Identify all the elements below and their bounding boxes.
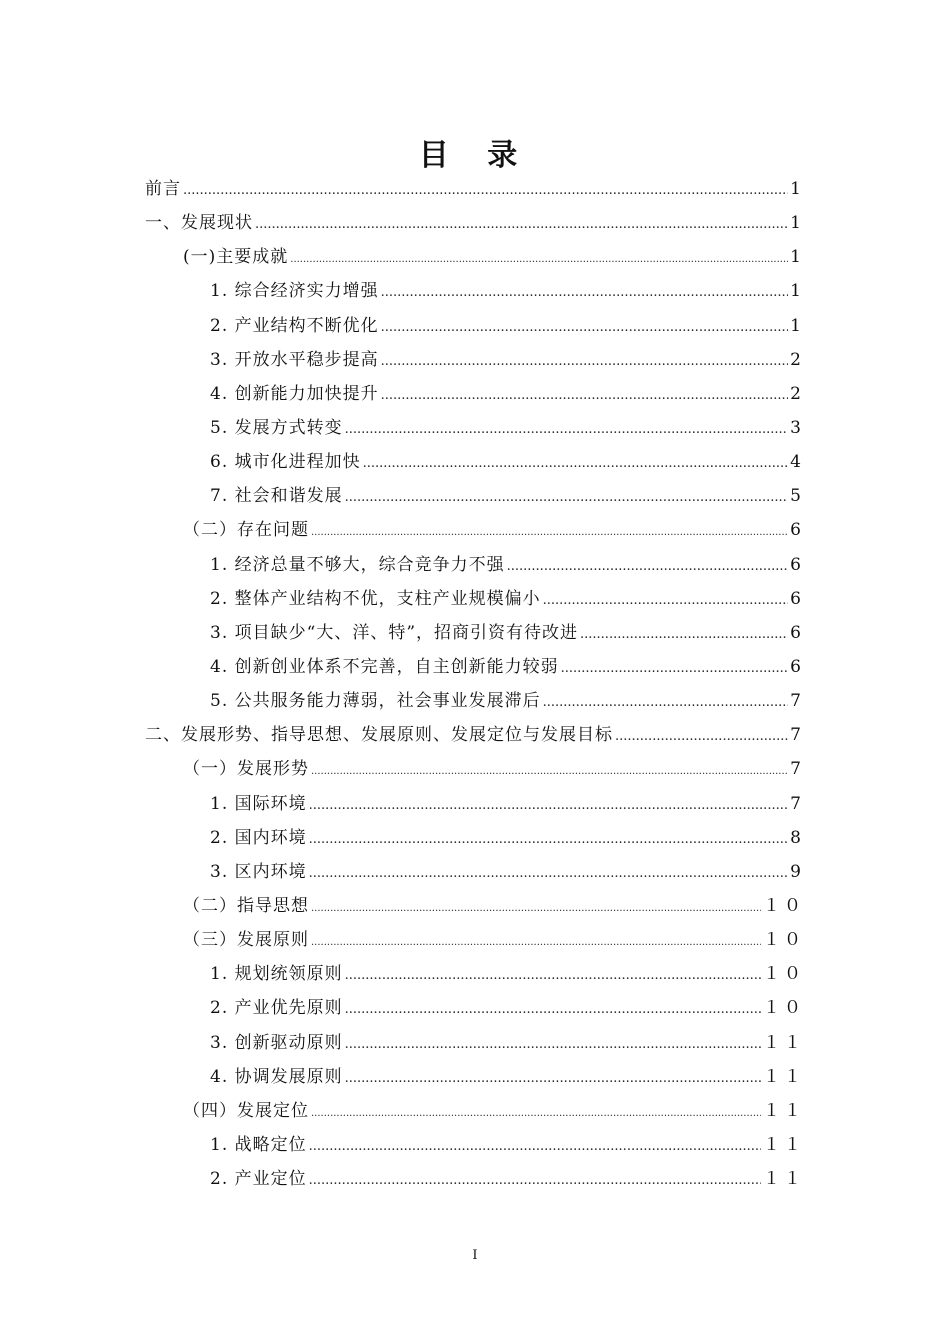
toc-entry-label: 1. 国际环境: [210, 793, 307, 814]
toc-entry-label: 2. 产业定位: [210, 1169, 307, 1190]
toc-entry-page: 6: [790, 622, 805, 643]
toc-entry[interactable]: [145, 1094, 805, 1128]
toc-entry-page: 2: [790, 349, 805, 370]
dot-leader: [345, 993, 761, 1027]
toc-entry-page: 7: [790, 691, 805, 712]
toc-entry-label: 4. 协调发展原则: [210, 1066, 343, 1087]
dot-leader: [311, 892, 761, 926]
toc-entry-page: 6: [790, 656, 805, 677]
toc-entry[interactable]: [145, 445, 805, 479]
dot-leader: [309, 823, 789, 857]
toc-entry-label: 1. 经济总量不够大，综合竞争力不强: [210, 554, 505, 575]
toc-entry-label: (一)主要成就: [183, 247, 289, 268]
toc-entry-page: 4: [790, 452, 805, 473]
toc-entry-page: 7: [790, 759, 805, 780]
toc-entry-label: 3. 开放水平稳步提高: [210, 349, 379, 370]
dot-leader: [345, 413, 789, 447]
toc-entry[interactable]: [145, 991, 805, 1025]
toc-entry[interactable]: [145, 889, 805, 923]
toc-entry-label: 2. 整体产业结构不优，支柱产业规模偏小: [210, 588, 541, 609]
toc-entry-page: １０: [763, 998, 805, 1019]
dot-leader: [311, 926, 761, 960]
toc-entry-label: （一）发展形势: [183, 759, 309, 780]
toc-entry[interactable]: [145, 1026, 805, 1060]
toc-entry-page: １１: [763, 1169, 805, 1190]
dot-leader: [561, 652, 789, 686]
dot-leader: [543, 686, 789, 720]
table-of-contents: [145, 172, 805, 1196]
toc-entry-label: （二）存在问题: [183, 520, 309, 541]
toc-entry-page: 6: [790, 554, 805, 575]
toc-entry-page: 7: [790, 793, 805, 814]
toc-title: 目 录: [418, 138, 532, 173]
toc-entry-label: 2. 产业优先原则: [210, 998, 343, 1019]
dot-leader: [311, 516, 788, 550]
dot-leader: [345, 1062, 761, 1096]
toc-entry-label: 1. 规划统领原则: [210, 964, 343, 985]
toc-entry[interactable]: [145, 309, 805, 343]
toc-entry[interactable]: [145, 548, 805, 582]
toc-entry-label: 7. 社会和谐发展: [210, 486, 343, 507]
toc-entry-page: 1: [790, 247, 805, 268]
toc-entry-label: （四）发展定位: [183, 1100, 309, 1121]
toc-entry-label: 4. 创新创业体系不完善，自主创新能力较弱: [210, 656, 559, 677]
dot-leader: [381, 311, 789, 345]
toc-entry-page: 9: [790, 861, 805, 882]
toc-entry-page: 8: [790, 827, 805, 848]
toc-entry-page: １１: [763, 1066, 805, 1087]
toc-entry-page: 2: [790, 383, 805, 404]
dot-leader: [183, 174, 788, 208]
dot-leader: [381, 379, 789, 413]
dot-leader: [363, 447, 789, 481]
dot-leader: [309, 789, 789, 823]
toc-entry-label: 3. 项目缺少“大、洋、特”，招商引资有待改进: [210, 622, 579, 643]
toc-entry-page: 6: [790, 588, 805, 609]
toc-entry[interactable]: [145, 650, 805, 684]
dot-leader: [311, 1097, 761, 1131]
toc-entry-label: 3. 创新驱动原则: [210, 1032, 343, 1053]
toc-entry[interactable]: [145, 377, 805, 411]
toc-entry[interactable]: [145, 274, 805, 308]
toc-entry[interactable]: [145, 343, 805, 377]
toc-entry-page: 6: [790, 520, 805, 541]
toc-entry-label: 一、发展现状: [145, 213, 253, 234]
toc-entry-page: １０: [763, 895, 805, 916]
toc-entry-page: 7: [790, 725, 805, 746]
toc-entry-label: 2. 国内环境: [210, 827, 307, 848]
dot-leader: [615, 720, 788, 754]
toc-entry[interactable]: [145, 1162, 805, 1196]
toc-entry[interactable]: [145, 718, 805, 752]
toc-entry-label: 3. 区内环境: [210, 861, 307, 882]
toc-entry-page: 1: [790, 179, 805, 199]
toc-entry[interactable]: [145, 1128, 805, 1162]
dot-leader: [255, 208, 788, 242]
dot-leader: [543, 584, 789, 618]
toc-entry-label: 5. 公共服务能力薄弱，社会事业发展滞后: [210, 691, 541, 712]
toc-entry[interactable]: [145, 1060, 805, 1094]
toc-entry[interactable]: [145, 616, 805, 650]
dot-leader: [309, 1164, 761, 1198]
toc-entry-page: 5: [790, 486, 805, 507]
dot-leader: [345, 1028, 761, 1062]
toc-entry[interactable]: [145, 582, 805, 616]
toc-entry[interactable]: [145, 787, 805, 821]
toc-entry-label: 二、发展形势、指导思想、发展原则、发展定位与发展目标: [145, 725, 613, 746]
toc-entry-label: （二）指导思想: [183, 895, 309, 916]
page-number: I: [472, 1248, 478, 1263]
toc-entry-page: １１: [763, 1032, 805, 1053]
dot-leader: [309, 857, 789, 891]
toc-entry-page: １１: [763, 1100, 805, 1121]
toc-entry[interactable]: [145, 923, 805, 957]
toc-entry[interactable]: [145, 240, 805, 274]
dot-leader: [580, 618, 788, 652]
toc-entry[interactable]: [145, 411, 805, 445]
toc-entry-label: 1. 综合经济实力增强: [210, 281, 379, 302]
toc-entry-label: 4. 创新能力加快提升: [210, 383, 379, 404]
toc-entry-page: 1: [790, 315, 805, 336]
dot-leader: [381, 345, 789, 379]
toc-entry-page: 1: [790, 213, 805, 234]
toc-entry-label: 1. 战略定位: [210, 1134, 307, 1155]
toc-entry[interactable]: [145, 821, 805, 855]
toc-entry-page: １１: [763, 1134, 805, 1155]
dot-leader: [507, 550, 789, 584]
toc-entry[interactable]: [145, 479, 805, 513]
toc-entry[interactable]: [145, 752, 805, 786]
toc-entry-label: （三）发展原则: [183, 930, 309, 951]
toc-entry[interactable]: [145, 172, 805, 206]
dot-leader: [345, 481, 789, 515]
toc-entry-page: １０: [763, 964, 805, 985]
toc-entry-page: １０: [763, 930, 805, 951]
toc-entry-page: 1: [790, 281, 805, 302]
toc-entry[interactable]: [145, 855, 805, 889]
toc-entry-page: 3: [790, 417, 805, 438]
dot-leader: [309, 1130, 761, 1164]
toc-entry[interactable]: [145, 957, 805, 991]
dot-leader: [311, 755, 788, 789]
dot-leader: [381, 276, 789, 310]
toc-entry-label: 前言: [145, 179, 181, 199]
toc-entry[interactable]: [145, 206, 805, 240]
dot-leader: [345, 959, 761, 993]
toc-entry[interactable]: [145, 513, 805, 547]
toc-entry-label: 5. 发展方式转变: [210, 417, 343, 438]
toc-entry-label: 2. 产业结构不断优化: [210, 315, 379, 336]
toc-entry-label: 6. 城市化进程加快: [210, 452, 361, 473]
dot-leader: [290, 243, 788, 277]
toc-entry[interactable]: [145, 684, 805, 718]
